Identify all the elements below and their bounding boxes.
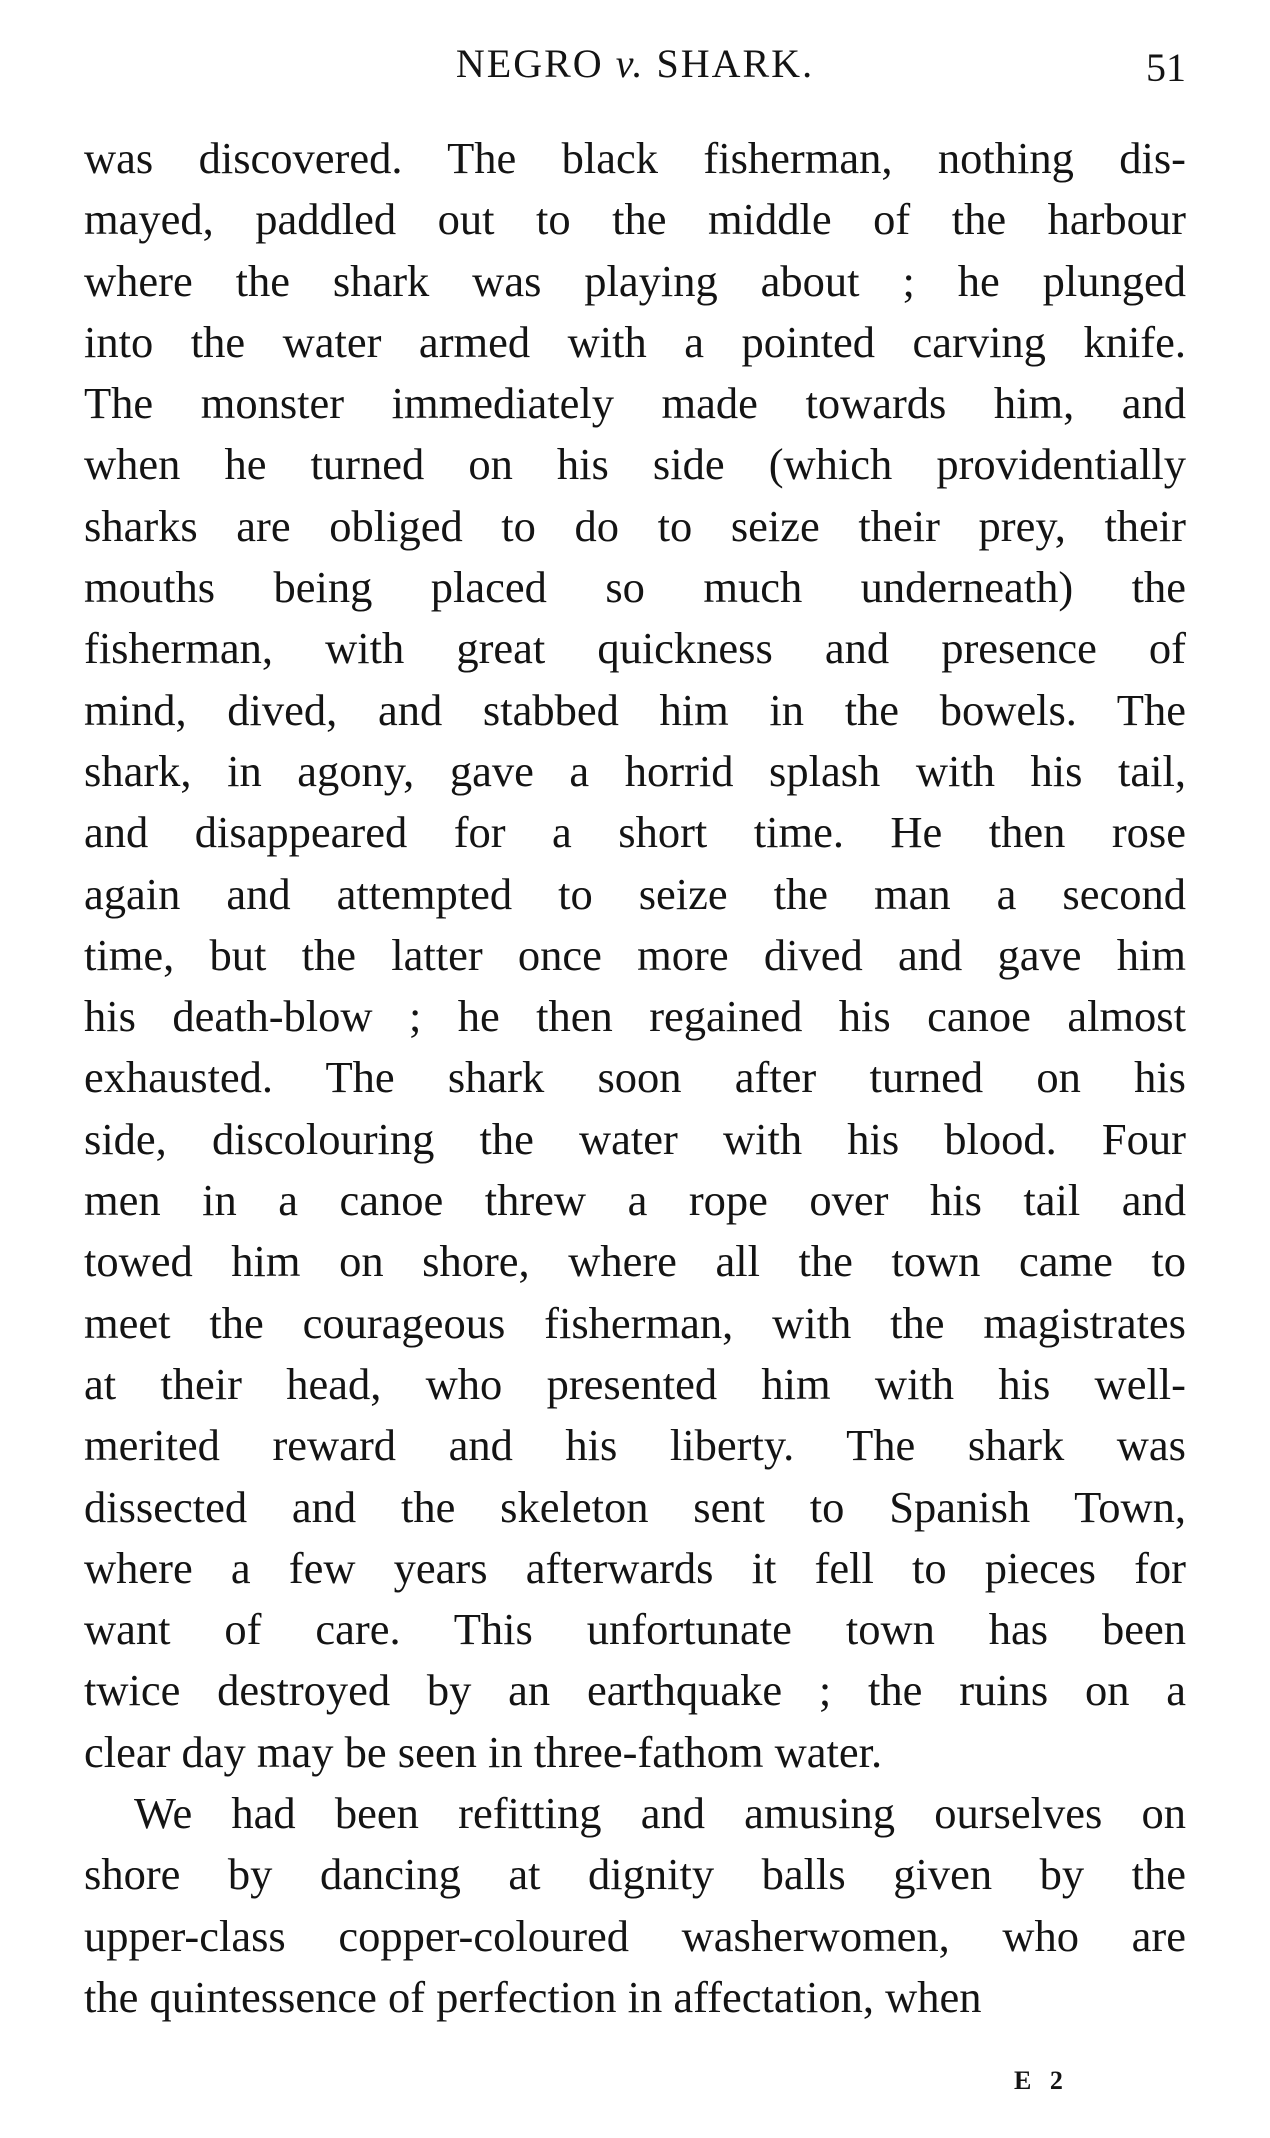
text-line: mind, dived, and stabbed him in the bowels. The [84, 684, 1186, 735]
text-line: when he turned on his side (which providentially [84, 439, 1186, 490]
text-line: twice destroyed by an earthquake ; the ruins on a [84, 1665, 1186, 1716]
paragraph-2 [84, 1783, 1186, 2028]
text-line: shark, in agony, gave a horrid splash with his tail, [84, 745, 1186, 796]
running-title [84, 34, 1186, 94]
text-line: mouths being placed so much underneath) the [84, 562, 1186, 613]
text-line: sharks are obliged to do to seize their prey, their [84, 500, 1186, 551]
text-line: and disappeared for a short time. He then rose [84, 807, 1186, 858]
text-line: exhausted. The shark soon after turned on his [84, 1052, 1186, 1103]
body-text [84, 128, 1186, 2028]
text-line: where the shark was playing about ; he plunged [84, 255, 1186, 306]
text-line: men in a canoe threw a rope over his tail and [84, 1175, 1186, 1226]
text-line: want of care. This unfortunate town has been [84, 1604, 1186, 1655]
text-line: at their head, who presented him with his well- [84, 1358, 1186, 1409]
text-line: his death-blow ; he then regained his canoe almost [84, 991, 1186, 1042]
text-line: shore by dancing at dignity balls given by the [84, 1849, 1186, 1900]
text-line: where a few years afterwards it fell to pieces for [84, 1542, 1186, 1593]
running-title-italic: v. [615, 41, 645, 86]
page-number: 51 [1146, 45, 1186, 90]
text-line: clear day may be seen in three-fathom water. [84, 1726, 883, 1777]
text-line: fisherman, with great quickness and presence of [84, 623, 1186, 674]
text-line: was discovered. The black fisherman, nothing dis- [84, 133, 1186, 183]
text-line: mayed, paddled out to the middle of the harbour [84, 194, 1186, 245]
text-line: the quintessence of perfection in affectation, when [84, 1971, 982, 2022]
text-line: side, discolouring the water with his blood. Four [84, 1113, 1186, 1164]
running-title-after: SHARK. [644, 41, 815, 86]
running-head [84, 34, 1186, 94]
text-line: The monster immediately made towards him, and [84, 378, 1186, 429]
text-line: We had been refitting and amusing ourselves on [134, 1788, 1186, 1839]
text-line: dissected and the skeleton sent to Spanish Town, [84, 1481, 1186, 1532]
signature-mark: E 2 [1014, 2066, 1069, 2095]
text-line: into the water armed with a pointed carving knife. [84, 316, 1186, 367]
paragraph-1 [84, 128, 1186, 1783]
text-line: meet the courageous fisherman, with the magistrates [84, 1297, 1186, 1348]
text-line: merited reward and his liberty. The shark was [84, 1420, 1186, 1471]
text-line: again and attempted to seize the man a second [84, 868, 1186, 919]
text-line: towed him on shore, where all the town came to [84, 1236, 1186, 1287]
text-line: upper-class copper-coloured washerwomen, who are [84, 1910, 1186, 1961]
running-title-before: NEGRO [455, 41, 616, 86]
text-line: time, but the latter once more dived and gave him [84, 929, 1186, 980]
